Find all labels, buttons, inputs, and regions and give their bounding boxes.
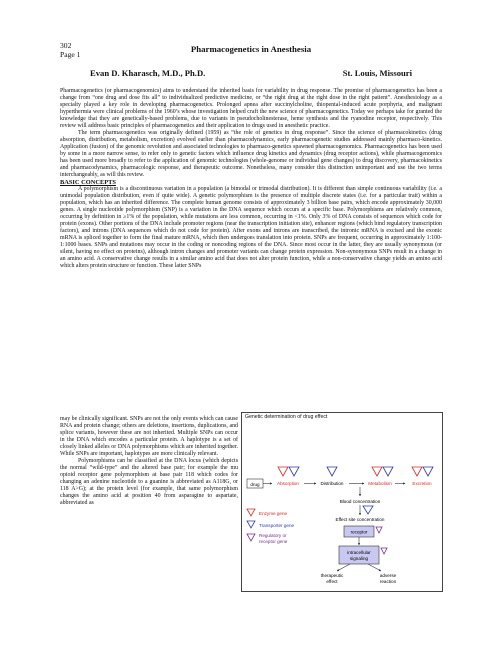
transporter-gene-marker-2: [327, 467, 337, 476]
enzyme-gene-marker-1: [278, 467, 288, 476]
legend-receptor-gene-label: receptor gene: [259, 539, 288, 544]
signaling-box: [339, 546, 379, 564]
metabolism-label: Metabolism: [368, 481, 392, 486]
blood-concentration-label: Blood concentration: [339, 499, 381, 504]
transporter-gene-marker-5: [363, 506, 373, 514]
figure-diagram: [242, 413, 442, 591]
legend-transporter-label: Transporter gene: [259, 523, 295, 528]
signaling-label: signaling: [349, 556, 369, 561]
section-paragraph: A polymorphism is a discontinuous variation in a population (a bimodal or trimodal distribution). It is different than simple continuous variability (i.e. a unimodal population distribution, even if quite wide). A genetic polymorphism is the presence of multiple discrete states (i.e. for a particular trait) within a population, which has an inherited difference. The complete human genome consists of approximately 3 billion base pairs, which encode approximately 30,000 genes. A single nucleotide polymorphism (SNP) is a variation in the DNA sequence which occurs at a specific base. Polymorphisms are relatively common, occurring by definition in ≥1% of the population, while mutations are less common, occurring in <1%. Only 3% of DNA consists of sequences which code for protein (exons). Other portions of the DNA include promoter regions (near the transcription initiation site), enhancer regions (which bind regulatory transcription factors), and introns (DNA sequences which do not code for protein). After exons and introns are transcribed, the intronic mRNA is excised and the exonic mRNA is spliced together to form the final mature mRNA, which then undergoes translation into protein. SNPs are frequent, occurring in approximately 1:100-1:1000 bases. SNPs and mutations may occur in the coding or noncoding regions of the DNA. Since most occur in the latter, they are usually synonymous (or silent, having no effect on proteins), although intron changes and promoter variants can change protein expression. Non-synonymous SNPs result in a change in an amino acid. A conservative change results in a similar amino acid that does not alter protein function, while a non-conservative change yields an amino acid which alters protein structure or function. These latter SNPs: [60, 186, 442, 269]
transporter-gene-marker-1: [289, 467, 299, 476]
arrow-to-therapeutic: [337, 564, 350, 571]
legend-enzyme-marker: [247, 509, 255, 516]
transporter-gene-marker-3: [383, 467, 393, 476]
effect-site-label: Effect site concentration: [335, 517, 385, 522]
drug-label: drug: [250, 482, 260, 487]
article-body: [60, 88, 442, 270]
enzyme-gene-marker-2: [372, 467, 382, 476]
figure-title: Genetic determination of drug effect: [245, 414, 328, 420]
legend-regulatory-marker: [247, 534, 255, 541]
intro-paragraph-1: Pharmacogenetics (or pharmacogenomics) aims to understand the inherited basis for variability in drug response. The promise of pharmacogenetics has been a change from “one drug and dose fits all” to individualized predictive medicine, or “the right drug at the right dose in the right patient”. Anesthesiology as a specialty played a key role in developing pharmacogenetics. Prolonged apnea after succinylcholine, thiopental-induced acute porphyria, and malignant hyperthermia were clinical problems of the 1960’s whose investigation helped craft the new science of pharmacogenetics. Today we perhaps take for granted the knowledge that they are genetically-based problems, due to variants in pseudocholinesterase, heme synthesis and the ryanodine receptor, respectively. This review will address basic principles of pharmacogenetics and their application to drugs used in anesthetic practice.: [60, 88, 442, 129]
absorption-label: Absorption: [277, 481, 299, 486]
distribution-label: Distribution: [320, 481, 344, 486]
page-title: Pharmacogenetics in Anesthesia: [190, 44, 312, 54]
regulatory-gene-marker-1: [376, 527, 382, 533]
author-line: [90, 68, 412, 78]
arrow-to-adverse: [368, 564, 381, 571]
reaction-label: reaction: [379, 579, 397, 584]
left-column-text-2: Polymorphisms can be classified at the DNA locus (which depicts the normal “wild-type” and the altered base pair; for example the mu opioid receptor gene polymorphism at base pair 118 which codes for changing an adenine nucleotide to a guanine is abbreviated as A118G, or 118 A>G); at the protein level (for example, that same polymorphism changes the amino acid at position 40 from asparagine to aspartate, abbreviated as: [60, 458, 238, 506]
transporter-gene-marker-4: [423, 467, 433, 476]
effect-label: effect: [326, 579, 338, 584]
legend-transporter-marker: [247, 521, 255, 528]
figure-genetic-determination: [241, 412, 443, 592]
intro-paragraph-2: The term pharmacogenetics was originally defined (1959) as “the role of genetics in drug response”. Since the science of pharmacokinetics (drug absorption, distribution, metabolism, excretion) evolved earlier than pharmacodynamics, early pharmacogenetic studies addressed mainly pharmaco-kinetics. Application (fusion) of the genomic revolution and associated technologies to pharmaco-genetics spawned pharmacogenomics. Pharmacogenetics has been used by some in a more narrow sense, to refer only to genetic factors which influence drug kinetics and dynamics (drug receptor actions), while pharmacogenomics has been used more broadly to refer to the application of genomic technologies (whole-genome or individual gene changes) to drug discovery, pharmacokinetics and pharmacodynamics, pharmacologic response, and therapeutic outcome. Nonetheless, many consider this distinction unimportant and use the two terms interchangeably, as will this review.: [60, 130, 442, 178]
section-heading: BASIC CONCEPTS: [60, 179, 116, 186]
excretion-label: Excretion: [412, 481, 432, 486]
page-number-value: 302: [60, 41, 72, 50]
legend-enzyme-label: Enzyme gene: [259, 511, 288, 516]
receptor-label: receptor: [350, 529, 368, 535]
therapeutic-label: therapeutic: [320, 573, 344, 578]
left-column-text-1: may be clinically significant. SNPs are not the only events which can cause RNA and protein change; others are deletions, insertions, duplications, and splice variants, however these are not inherited. Multiple SNPs can occur in the DNA which encodes a particular protein. A haplotype is a set of closely linked alleles or DNA polymorphisms which are inherited together. While SNPs are important, haplotypes are more clinically relevant.: [60, 416, 238, 457]
author-name: Evan D. Kharasch, M.D., Ph.D.: [90, 68, 206, 78]
page-label: Page 1: [60, 49, 81, 59]
intracellular-label: intracellular: [347, 550, 371, 555]
legend-regulatory-label: Regulatory or: [259, 533, 287, 538]
enzyme-gene-marker-3: [412, 467, 422, 476]
regulatory-gene-marker-2: [381, 548, 387, 554]
adverse-label: adverse: [379, 573, 397, 578]
left-column: [60, 416, 238, 507]
author-location: St. Louis, Missouri: [342, 68, 412, 78]
